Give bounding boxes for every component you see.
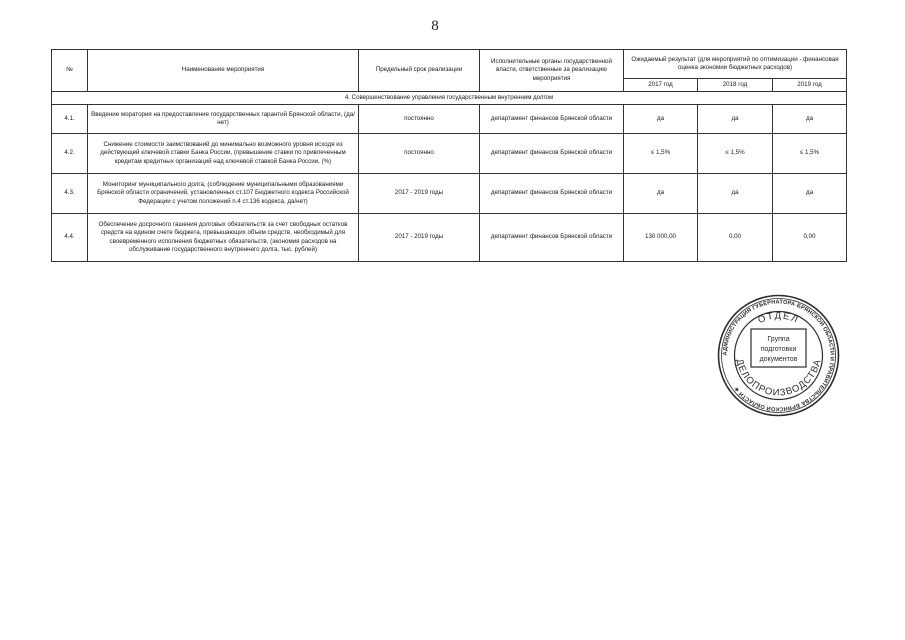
row-num: 4.4. <box>52 214 88 262</box>
row-2018: ≤ 1,5% <box>698 134 773 174</box>
row-name: Обеспечение досрочного гашения долговых обязательств за счет свободных остатков средств на едином счете бюджета, превышающих объем средств, необходимый для своевременного исполнения бюджетных обязательств, (экономия расходов на обслуживание государственного внутреннего долга, тыс. рублей) <box>88 214 359 262</box>
row-2019: 0,00 <box>773 214 847 262</box>
row-name: Мониторинг муниципального долга, (соблюдение муниципальными образованиями Брянской области ограничений, установленных ст.107 Бюджетного кодекса Российской Федерации с учетом положений п.4 ст.136 кодекса, да/нет) <box>88 174 359 214</box>
row-name: Снижение стоимости заимствований до минимально возможного уровня исходя из действующей ключевой ставки Банка России, (превышение ставки по привлеченным кредитам кредитных организаций над ключевой ставкой Банка России, (%) <box>88 134 359 174</box>
header-executors: Исполнительные органы государственной власти, ответственные за реализацию мероприятия <box>480 50 624 92</box>
stamp-center-line-1: Группа <box>767 336 790 343</box>
table-row <box>52 134 847 174</box>
row-2017: 130 000,00 <box>624 214 698 262</box>
stamp-center-line-3: документов <box>759 356 798 363</box>
stamp-center-line-2: подготовки <box>760 346 797 353</box>
row-2018: да <box>698 105 773 134</box>
row-executor: департамент финансов Брянской области <box>480 214 624 262</box>
header-num: № <box>52 50 88 92</box>
row-name: Введение моратория на предоставление государственных гарантий Брянской области, (да/нет) <box>88 105 359 134</box>
row-2019: да <box>773 105 847 134</box>
row-2018: 0,00 <box>698 214 773 262</box>
row-num: 4.2. <box>52 134 88 174</box>
section-title: 4. Совершенствование управления государственным внутренним долгом <box>52 92 847 105</box>
row-num: 4.1. <box>52 105 88 134</box>
row-2019: да <box>773 174 847 214</box>
table-row <box>52 174 847 214</box>
header-year-2018: 2018 год <box>698 79 773 92</box>
department-stamp <box>716 293 841 418</box>
row-deadline: 2017 - 2019 годы <box>359 214 480 262</box>
row-2017: да <box>624 174 698 214</box>
stamp-top-word: ОТДЕЛ <box>756 310 801 327</box>
table-row <box>52 105 847 134</box>
row-executor: департамент финансов Брянской области <box>480 174 624 214</box>
row-2017: ≤ 1,5% <box>624 134 698 174</box>
row-num: 4.3. <box>52 174 88 214</box>
section-row <box>52 92 847 105</box>
row-executor: департамент финансов Брянской области <box>480 134 624 174</box>
header-year-2019: 2019 год <box>773 79 847 92</box>
measures-table <box>51 49 847 262</box>
row-deadline: 2017 - 2019 годы <box>359 174 480 214</box>
row-executor: департамент финансов Брянской области <box>480 105 624 134</box>
header-row <box>52 50 847 79</box>
stamp-bottom-word: ДЕЛОПРОИЗВОДСТВА <box>733 357 824 399</box>
row-deadline: постоянно <box>359 134 480 174</box>
row-deadline: постоянно <box>359 105 480 134</box>
header-deadline: Предельный срок реализации <box>359 50 480 92</box>
row-2017: да <box>624 105 698 134</box>
header-expected-result: Ожидаемый результат (для мероприятий по оптимизации - финансовая оценка экономии бюджетных расходов) <box>624 50 847 79</box>
stamp-outer-text: АДМИНИСТРАЦИЯ ГУБЕРНАТОРА БРЯНСКОЙ ОБЛАСТИ И ПРАВИТЕЛЬСТВА БРЯНСКОЙ ОБЛАСТИ ★ <box>722 299 835 412</box>
page-number: 8 <box>431 18 439 34</box>
row-2019: ≤ 1,5% <box>773 134 847 174</box>
table-row <box>52 214 847 262</box>
header-year-2017: 2017 год <box>624 79 698 92</box>
row-2018: да <box>698 174 773 214</box>
header-name: Наименование мероприятия <box>88 50 359 92</box>
